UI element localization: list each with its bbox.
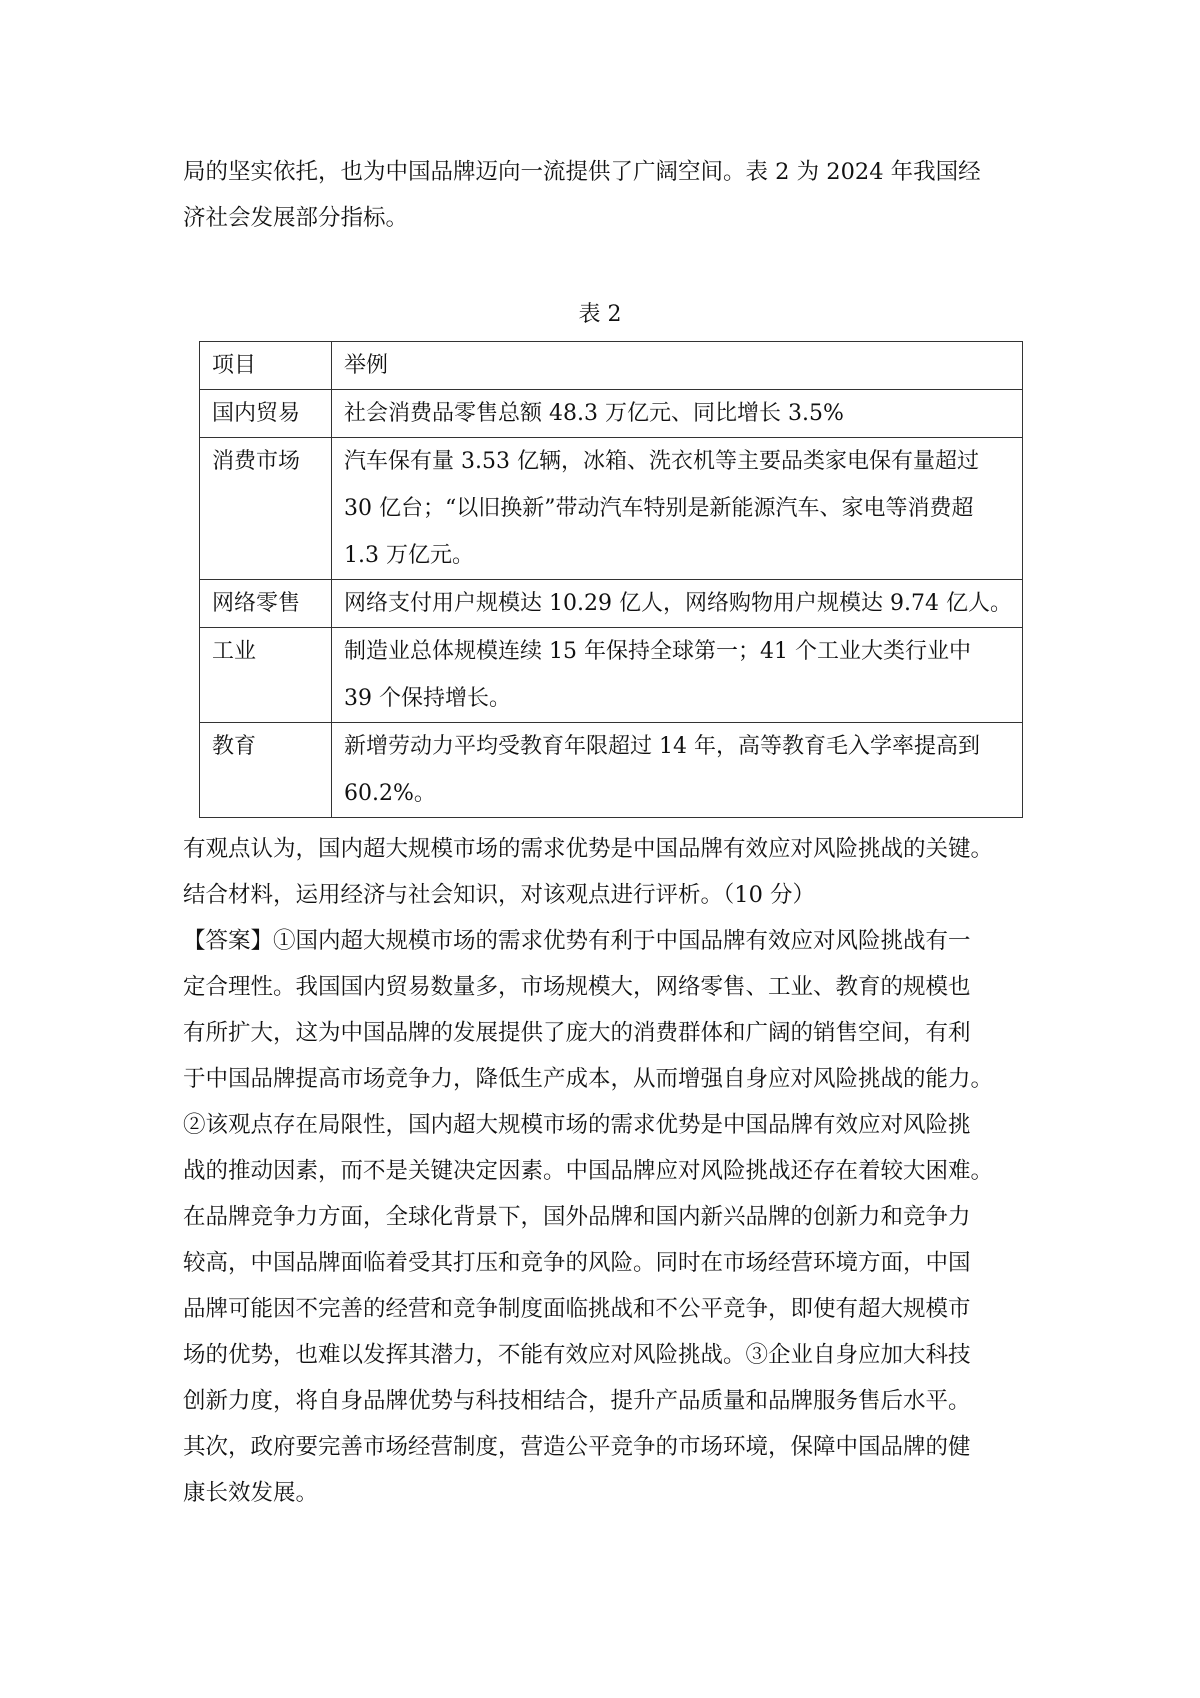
row-example-line: 60.2%。 — [344, 781, 436, 806]
answer-line: 【答案】①国内超大规模市场的需求优势有利于中国品牌有效应对风险挑战有一 — [183, 928, 971, 954]
table-row — [200, 628, 1023, 723]
intro-line: 局的坚实依托，也为中国品牌迈向一流提供了广阔空间。表 2 为 2024 年我国经 — [183, 159, 981, 185]
table-caption: 表 2 — [578, 302, 622, 327]
row-item: 教育 — [200, 723, 332, 818]
row-example-line: 新增劳动力平均受教育年限超过 14 年，高等教育毛入学率提高到 — [344, 734, 980, 759]
answer-line: 康长效发展。 — [183, 1480, 319, 1506]
header-item: 项目 — [200, 342, 332, 390]
row-example-line: 30 亿台；“以旧换新”带动汽车特别是新能源汽车、家电等消费超 — [344, 496, 974, 521]
question-line: 有观点认为，国内超大规模市场的需求优势是中国品牌有效应对风险挑战的关键。 — [183, 836, 994, 862]
answer-line: 定合理性。我国国内贸易数量多，市场规模大，网络零售、工业、教育的规模也 — [183, 974, 971, 1000]
row-item: 工业 — [200, 628, 332, 723]
row-example-line: 1.3 万亿元。 — [344, 543, 474, 568]
table-row — [200, 390, 1023, 438]
table-header-row — [200, 342, 1023, 390]
indicator-table — [199, 341, 1023, 818]
row-example-line: 制造业总体规模连续 15 年保持全球第一；41 个工业大类行业中 — [344, 639, 971, 664]
answer-line: 其次，政府要完善市场经营制度，营造公平竞争的市场环境，保障中国品牌的健 — [183, 1434, 971, 1460]
table-row — [200, 580, 1023, 628]
answer-line: 场的优势，也难以发挥其潜力，不能有效应对风险挑战。③企业自身应加大科技 — [183, 1342, 971, 1368]
answer-line: 品牌可能因不完善的经营和竞争制度面临挑战和不公平竞争，即使有超大规模市 — [183, 1296, 971, 1322]
row-example-line: 汽车保有量 3.53 亿辆，冰箱、洗衣机等主要品类家电保有量超过 — [344, 449, 979, 474]
intro-line: 济社会发展部分指标。 — [183, 205, 409, 231]
row-example — [332, 628, 1023, 723]
header-example: 举例 — [332, 342, 1023, 390]
table-row — [200, 438, 1023, 580]
question-line: 结合材料，运用经济与社会知识，对该观点进行评析。（10 分） — [183, 882, 816, 908]
answer-line: 创新力度，将自身品牌优势与科技相结合，提升产品质量和品牌服务售后水平。 — [183, 1388, 971, 1414]
answer-line: 战的推动因素，而不是关键决定因素。中国品牌应对风险挑战还存在着较大困难。 — [183, 1158, 994, 1184]
answer-line: 于中国品牌提高市场竞争力，降低生产成本，从而增强自身应对风险挑战的能力。 — [183, 1066, 994, 1092]
row-example — [332, 438, 1023, 580]
row-example-line: 网络支付用户规模达 10.29 亿人，网络购物用户规模达 9.74 亿人。 — [344, 591, 1012, 616]
row-item: 消费市场 — [200, 438, 332, 580]
row-example — [332, 390, 1023, 438]
answer-line: ②该观点存在局限性，国内超大规模市场的需求优势是中国品牌有效应对风险挑 — [183, 1112, 971, 1138]
answer-line: 在品牌竞争力方面，全球化背景下，国外品牌和国内新兴品牌的创新力和竞争力 — [183, 1204, 971, 1230]
row-example-line: 39 个保持增长。 — [344, 686, 511, 711]
row-example — [332, 723, 1023, 818]
answer-line: 有所扩大，这为中国品牌的发展提供了庞大的消费群体和广阔的销售空间，有利 — [183, 1020, 971, 1046]
row-item: 网络零售 — [200, 580, 332, 628]
row-item: 国内贸易 — [200, 390, 332, 438]
answer-line: 较高，中国品牌面临着受其打压和竞争的风险。同时在市场经营环境方面，中国 — [183, 1250, 971, 1276]
row-example — [332, 580, 1023, 628]
table-row — [200, 723, 1023, 818]
row-example-line: 社会消费品零售总额 48.3 万亿元、同比增长 3.5% — [344, 401, 844, 426]
